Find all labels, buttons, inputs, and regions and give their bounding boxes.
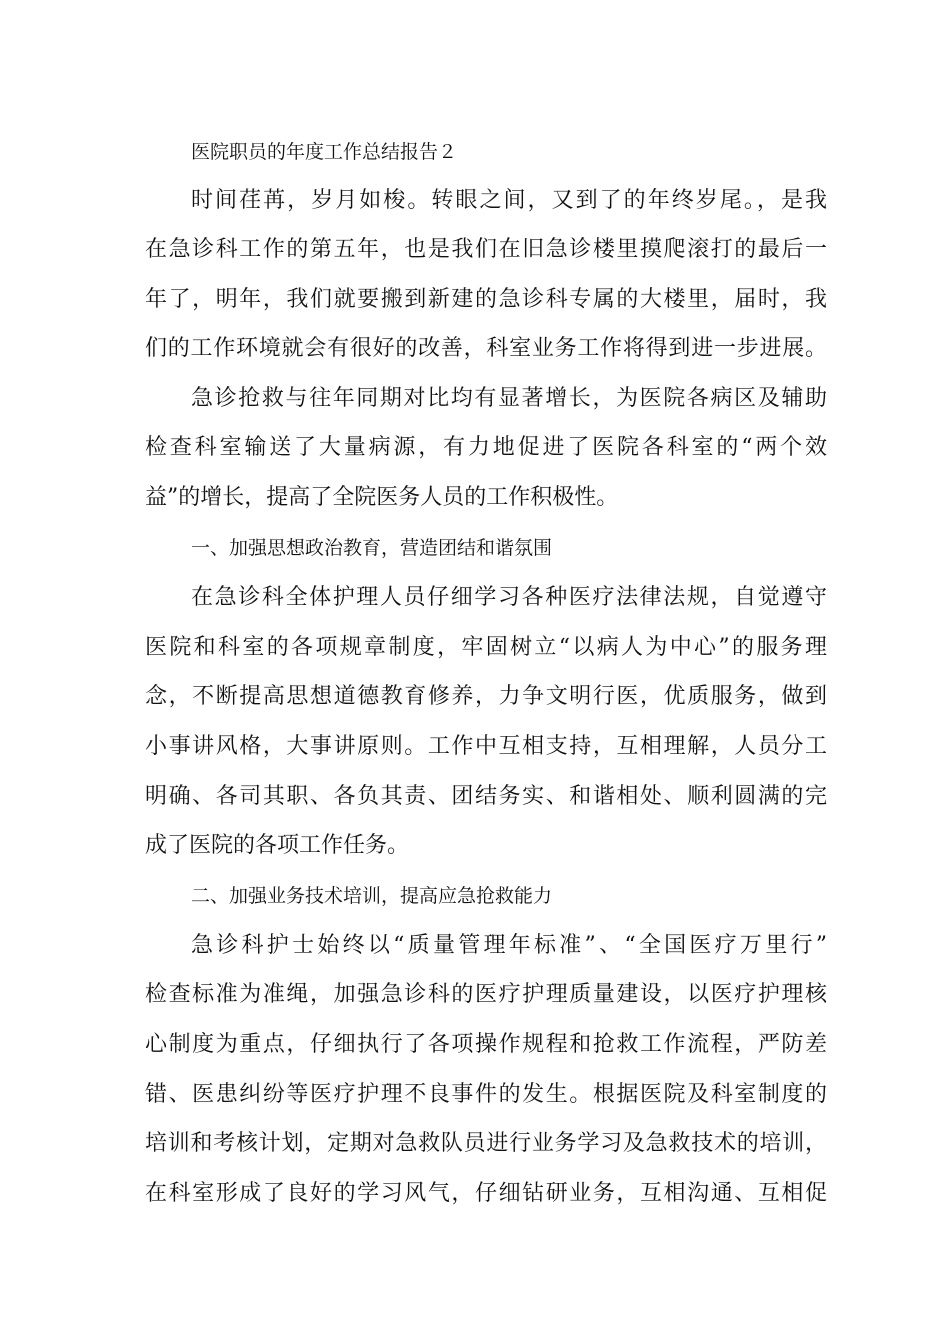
paragraph-4-line-1: 急诊科护士始终以“质量管理年标准”、“全国医疗万里行” — [191, 933, 827, 958]
paragraph-4-line-3: 心制度为重点，仔细执行了各项操作规程和抢救工作流程，严防差 — [145, 1032, 827, 1057]
paragraph-2-line-3: 益”的增长，提高了全院医务人员的工作积极性。 — [145, 485, 619, 510]
paragraph-4-line-5: 培训和考核计划，定期对急救队员进行业务学习及急救技术的培训， — [145, 1131, 827, 1156]
paragraph-1-line-4: 们的工作环境就会有很好的改善，科室业务工作将得到进一步进展。 — [145, 336, 827, 361]
paragraph-1-line-3: 年了，明年，我们就要搬到新建的急诊科专属的大楼里，届时，我 — [145, 287, 827, 312]
paragraph-3-line-2: 医院和科室的各项规章制度，牢固树立“以病人为中心”的服务理 — [145, 635, 827, 660]
paragraph-4-line-4: 错、医患纠纷等医疗护理不良事件的发生。根据医院及科室制度的 — [145, 1082, 827, 1107]
paragraph-2-line-1: 急诊抢救与往年同期对比均有显著增长，为医院各病区及辅助 — [191, 386, 827, 411]
paragraph-3-line-1: 在急诊科全体护理人员仔细学习各种医疗法律法规，自觉遵守 — [191, 585, 827, 610]
paragraph-3-line-4: 小事讲风格，大事讲原则。工作中互相支持，互相理解，人员分工 — [145, 734, 827, 759]
paragraph-4-line-2: 检查标准为准绳，加强急诊科的医疗护理质量建设，以医疗护理核 — [145, 982, 827, 1007]
paragraph-4-line-6: 在科室形成了良好的学习风气，仔细钻研业务，互相沟通、互相促 — [145, 1181, 827, 1206]
paragraph-3-line-3: 念，不断提高思想道德教育修养，力争文明行医，优质服务，做到 — [145, 684, 827, 709]
section-heading-2: 二、加强业务技术培训，提高应急抢救能力 — [191, 885, 553, 907]
document-title: 医院职员的年度工作总结报告２ — [191, 141, 458, 163]
paragraph-2-line-2: 检查科室输送了大量病源，有力地促进了医院各科室的“两个效 — [145, 435, 827, 460]
section-heading-1: 一、加强思想政治教育，营造团结和谐氛围 — [191, 537, 553, 559]
paragraph-1-line-1: 时间荏苒，岁月如梭。转眼之间，又到了的年终岁尾。，是我 — [191, 188, 827, 213]
paragraph-1-line-2: 在急诊科工作的第五年，也是我们在旧急诊楼里摸爬滚打的最后一 — [145, 237, 827, 262]
paragraph-3-line-5: 明确、各司其职、各负其责、团结务实、和谐相处、顺利圆满的完 — [145, 784, 827, 809]
paragraph-3-line-6: 成了医院的各项工作任务。 — [145, 833, 410, 858]
